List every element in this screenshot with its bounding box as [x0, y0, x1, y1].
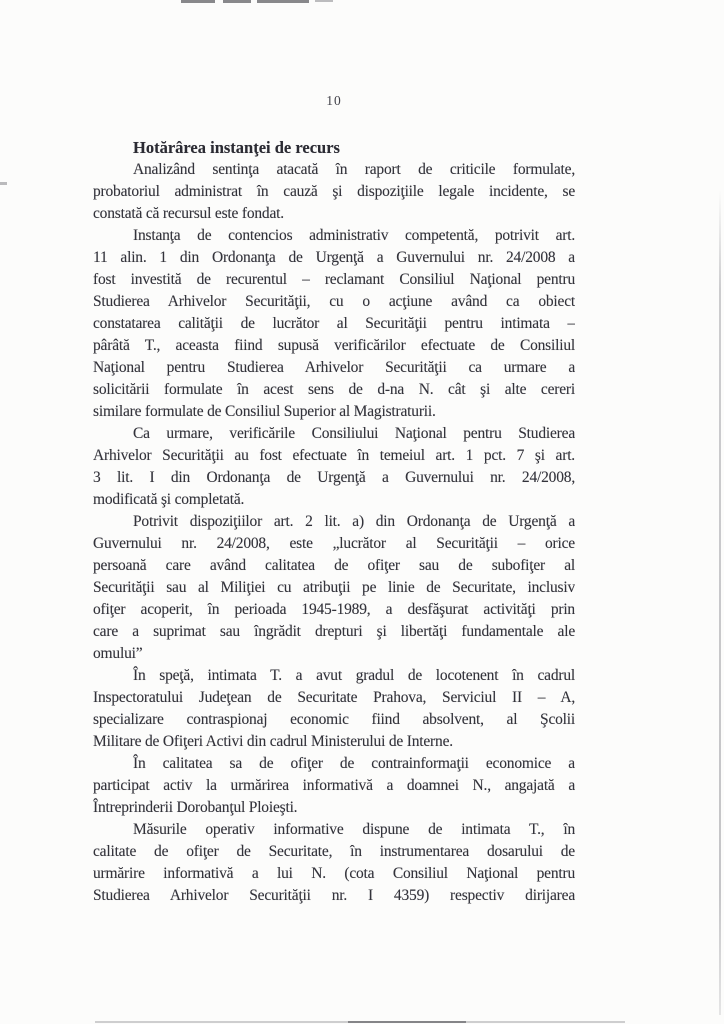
paragraphs	[93, 159, 575, 907]
text-line: constatarea calităţii de lucrător al Securităţii pentru intimata –	[93, 315, 575, 332]
scan-artifact-top-dash	[257, 0, 309, 3]
text-line: omului”	[93, 645, 143, 662]
text-line: În calitatea sa de ofiţer de contrainformaţii economice a	[133, 755, 575, 772]
text-line: Studierea Arhivelor Securităţii, cu o acţiune având ca obiect	[93, 293, 575, 310]
text-line: care a suprimat sau îngrădit drepturi şi libertăţi fundamentale ale	[93, 623, 575, 640]
document-body	[93, 137, 575, 907]
text-line: Măsurile operativ informative dispune de intimata T., în	[133, 821, 575, 838]
text-line: Studierea Arhivelor Securităţii nr. I 4359) respectiv dirijarea	[93, 887, 575, 904]
text-line: modificată şi completată.	[93, 491, 245, 508]
paragraph	[93, 753, 575, 819]
paragraph	[93, 423, 575, 511]
text-line: pârâtă T., aceasta fiind supusă verificărilor efectuate de Consiliul	[93, 337, 575, 354]
section-heading: Hotărârea instanţei de recurs	[133, 138, 340, 157]
text-line: Întreprinderii Dorobanţul Ploieşti.	[93, 799, 298, 816]
paragraph	[93, 159, 575, 225]
scan-artifact-top-dash	[223, 0, 251, 3]
text-line: Naţional pentru Studierea Arhivelor Securităţii ca urmare a	[93, 359, 575, 376]
text-line: fost investită de recurentul – reclamant Consiliul Naţional pentru	[93, 271, 575, 288]
text-line: Ca urmare, verificările Consiliului Naţional pentru Studierea	[133, 425, 575, 442]
scan-artifact-top-dash	[181, 0, 215, 3]
paragraph	[93, 819, 575, 907]
paragraph	[93, 225, 575, 423]
text-line: ofiţer acoperit, în perioada 1945-1989, a desfăşurat activităţi prin	[93, 601, 575, 618]
text-line: probatoriul administrat în cauză şi dispoziţiile legale incidente, se	[93, 183, 575, 200]
text-line: urmărire informativă a lui N. (cota Consiliul Naţional pentru	[93, 865, 575, 882]
text-line: persoană care având calitatea de ofiţer sau de subofiţer al	[93, 557, 575, 574]
text-line: calitate de ofiţer de Securitate, în instrumentarea dosarului de	[93, 843, 575, 860]
text-line: Potrivit dispoziţiilor art. 2 lit. a) din Ordonanţa de Urgenţă a	[133, 513, 575, 530]
text-line: 3 lit. I din Ordonanţa de Urgenţă a Guvernului nr. 24/2008,	[93, 469, 575, 486]
page-number: 10	[326, 93, 342, 108]
text-line: Instanţa de contencios administrativ competentă, potrivit art.	[133, 227, 575, 244]
text-line: Securităţii sau al Miliţiei cu atribuţii pe linie de Securitate, inclusiv	[93, 579, 575, 596]
scan-artifact-right-edge-line	[719, 190, 721, 1015]
text-line: participat activ la urmărirea informativă a doamnei N., angajată a	[93, 777, 575, 794]
text-line: Militare de Ofiţeri Activi din cadrul Ministerului de Interne.	[93, 733, 453, 750]
scan-artifact-left-tick	[0, 182, 7, 185]
text-line: solicitării formulate în acest sens de d-na N. cât şi alte cereri	[93, 381, 575, 398]
scan-artifact-top-dash	[315, 0, 333, 2]
text-line: constată că recursul este fondat.	[93, 205, 284, 222]
text-line: Inspectoratului Judeţean de Securitate Prahova, Serviciul II – A,	[93, 689, 575, 706]
paragraph	[93, 665, 575, 753]
text-line: 11 alin. 1 din Ordonanţa de Urgenţă a Guvernului nr. 24/2008 a	[93, 249, 575, 266]
paragraph	[93, 511, 575, 665]
text-line: similare formulate de Consiliul Superior al Magistraturii.	[93, 403, 436, 420]
text-line: În speţă, intimata T. a avut gradul de locotenent în cadrul	[133, 667, 575, 684]
text-line: specializare contraspionaj economic fiind absolvent, al Şcolii	[93, 711, 575, 728]
text-line: Analizând sentinţa atacată în raport de criticile formulate,	[133, 161, 575, 178]
scan-artifact-bottom-line-dark	[348, 1021, 466, 1023]
text-line: Arhivelor Securităţii au fost efectuate în temeiul art. 1 pct. 7 şi art.	[93, 447, 575, 464]
text-line: Guvernului nr. 24/2008, este „lucrător al Securităţii – orice	[93, 535, 575, 552]
